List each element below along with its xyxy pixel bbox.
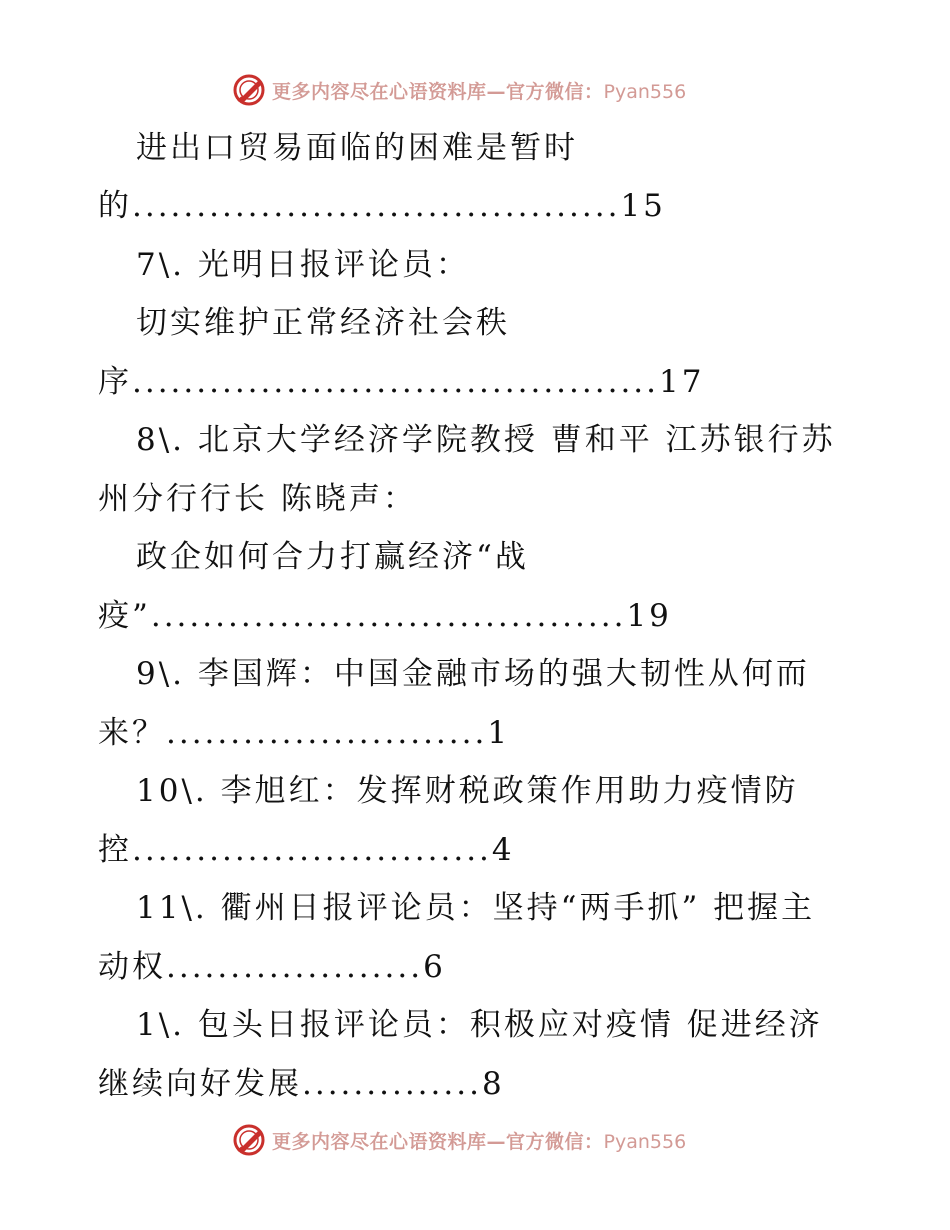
toc-line: 继续向好发展..............8 bbox=[98, 1066, 505, 1102]
toc-line: 11\. 衢州日报评论员：坚持“两手抓” 把握主 bbox=[136, 890, 816, 926]
toc-line: 控............................4 bbox=[98, 832, 515, 868]
footer-watermark-banner bbox=[232, 1122, 686, 1158]
toc-line: 政企如何合力打赢经济“战 bbox=[136, 539, 529, 575]
toc-line: 的......................................15 bbox=[98, 188, 666, 224]
watermark-text: 更多内容尽在心语资料库—官方微信：Pyan556 bbox=[272, 1130, 687, 1153]
toc-line: 疫”.....................................19 bbox=[98, 598, 672, 634]
toc-line: 序.........................................17 bbox=[98, 364, 705, 400]
header-watermark-banner bbox=[232, 72, 686, 108]
toc-line: 来？.........................1 bbox=[98, 715, 511, 751]
toc-line: 州分行行长 陈晓声： bbox=[98, 481, 417, 517]
toc-line: 7\. 光明日报评论员： bbox=[136, 247, 470, 283]
quill-logo-icon bbox=[232, 73, 266, 107]
toc-line: 切实维护正常经济社会秩 bbox=[136, 305, 510, 341]
toc-line: 动权....................6 bbox=[98, 949, 446, 985]
toc-line: 1\. 包头日报评论员：积极应对疫情 促进经济 bbox=[136, 1007, 823, 1043]
watermark-text: 更多内容尽在心语资料库—官方微信：Pyan556 bbox=[272, 80, 687, 103]
toc-line: 10\. 李旭红：发挥财税政策作用助力疫情防 bbox=[136, 773, 799, 809]
toc-line: 9\. 李国辉：中国金融市场的强大韧性从何而 bbox=[136, 656, 810, 692]
quill-logo-icon bbox=[232, 1123, 266, 1157]
toc-line: 进出口贸易面临的困难是暂时 bbox=[136, 130, 578, 166]
toc-line: 8\. 北京大学经济学院教授 曹和平 江苏银行苏 bbox=[136, 422, 836, 458]
